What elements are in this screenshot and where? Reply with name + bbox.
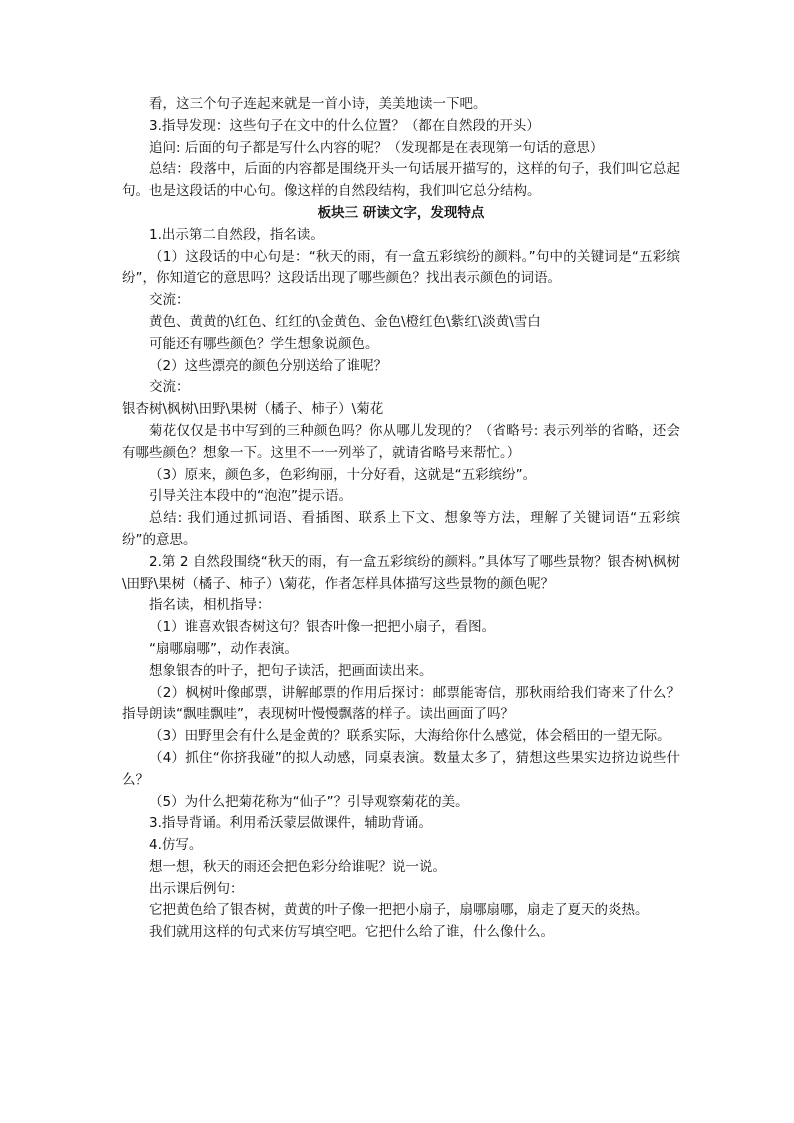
paragraph: （2）枫树叶像邮票，讲解邮票的作用后探讨：邮票能寄信，那秋雨给我们寄来了什么？指导朗读“飘哇飘哇”，表现树叶慢慢飘落的样子。读出画面了吗？ [122, 684, 680, 723]
paragraph: 看，这三个句子连起来就是一首小诗，美美地读一下吧。 [149, 96, 487, 112]
paragraph: 它把黄色给了银杏树，黄黄的叶子像一把把小扇子，扇哪扇哪，扇走了夏天的炎热。 [149, 902, 649, 919]
paragraph: 出示课后例句： [149, 880, 244, 897]
paragraph: 引导关注本段中的“泡泡”提示语。 [149, 488, 352, 505]
paragraph: 3.指导发现：这些句子在文中的什么位置？（都在自然段的开头） [149, 117, 540, 134]
paragraph: 我们就用这样的句式来仿写填空吧。它把什么给了谁，什么像什么。 [149, 924, 554, 941]
paragraph: 想象银杏的叶子，把句子读活，把画面读出来。 [149, 662, 433, 679]
paragraph: 菊花仅仅是书中写到的三种颜色吗？你从哪儿发现的？（省略号: 表示列举的省略，还会有哪些颜色？想象一下。这里不一一列举了，就请省略号来帮忙。） [122, 422, 680, 461]
paragraph: 追问: 后面的句子都是写什么内容的呢？（发现都是在表现第一句话的意思） [149, 139, 604, 156]
paragraph: 3.指导背诵。利用希沃蒙层做课件，辅助背诵。 [149, 815, 432, 832]
document-body [122, 94, 680, 944]
paragraph: 交流： [149, 379, 190, 396]
paragraph: 总结: 我们通过抓词语、看插图、联系上下文、想象等方法，理解了关键词语“五彩缤纷”的意思。 [122, 510, 680, 548]
paragraph: 4.仿写。 [149, 837, 203, 854]
paragraph: （1）谁喜欢银杏树这句？银杏叶像一把把小扇子，看图。 [149, 619, 496, 636]
paragraph: 想一想，秋天的雨还会把色彩分给谁呢？说一说。 [149, 858, 446, 875]
paragraph: （1）这段话的中心句是：“秋天的雨，有一盒五彩缤纷的颜料。”句中的关键词是“五彩缤纷”，你知道它的意思吗？这段话出现了哪些颜色？找出表示颜色的词语。 [122, 248, 680, 287]
paragraph: 指名读，相机指导： [149, 597, 271, 614]
paragraph: （3）田野里会有什么是金黄的？联系实际，大海给你什么感觉，体会稻田的一望无际。 [149, 728, 671, 745]
paragraph: （3）原来，颜色多，色彩绚丽，十分好看，这就是“五彩缤纷”。 [149, 466, 537, 483]
paragraph: （4）抓住“你挤我碰”的拟人动感，同桌表演。数量太多了，猜想这些果实边挤边说些什么？ [122, 749, 680, 788]
paragraph: （2）这些漂亮的颜色分别送给了谁呢？ [149, 357, 388, 374]
paragraph: （5）为什么把菊花称为“仙子”？引导观察菊花的美。 [149, 793, 469, 810]
section-heading: 板块三 研读文字，发现特点 [317, 204, 485, 221]
paragraph: 1.出示第二自然段，指名读。 [149, 226, 324, 243]
paragraph: 黄色、黄黄的\红色、红红的\金黄色、金色\橙红色\紫红\淡黄\雪白 [149, 313, 541, 330]
paragraph: 2.第 2 自然段围绕“秋天的雨，有一盒五彩缤纷的颜料。”具体写了哪些景物？银杏树\枫树\田野\果树（橘子、柿子）\菊花，作者怎样具体描写这些景物的颜色呢？ [122, 553, 680, 592]
paragraph: 交流： [149, 292, 190, 309]
paragraph: 总结：段落中，后面的内容都是围绕开头一句话展开描写的，这样的句子，我们叫它总起句。也是这段话的中心句。像这样的自然段结构，我们叫它总分结构。 [122, 161, 680, 200]
paragraph: 银杏树\枫树\田野\果树（橘子、柿子）\菊花 [122, 401, 384, 418]
paragraph: “扇哪扇哪”，动作表演。 [149, 640, 298, 657]
paragraph: 可能还有哪些颜色？学生想象说颜色。 [149, 335, 379, 352]
